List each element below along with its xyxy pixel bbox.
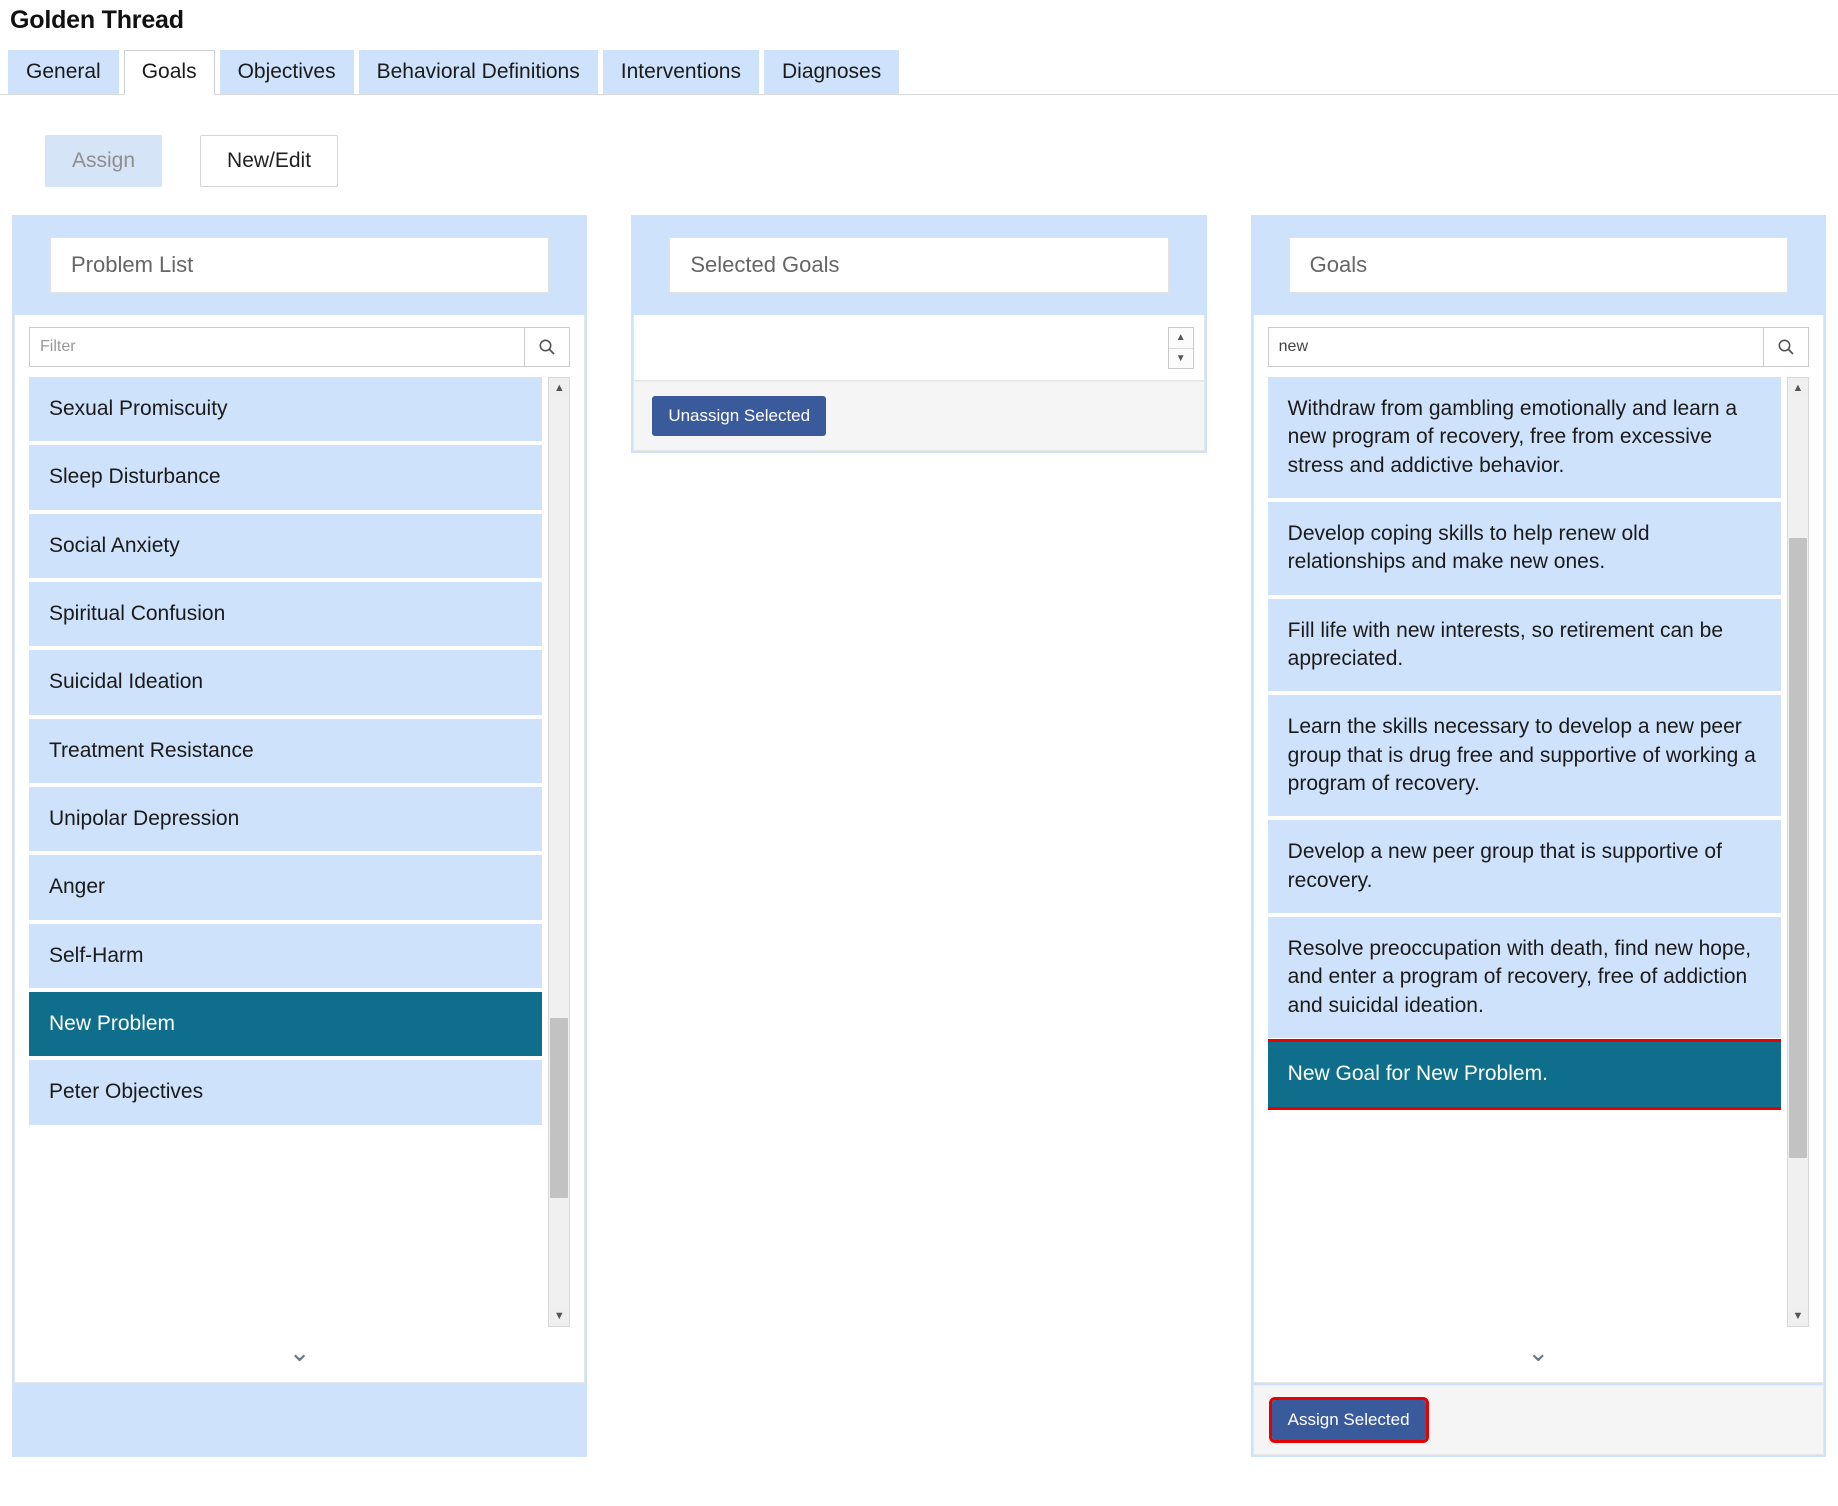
goals-filter-input[interactable]: [1268, 327, 1763, 367]
goals-list[interactable]: [1268, 377, 1781, 1327]
goals-title: Goals: [1289, 237, 1788, 293]
goals-list-item[interactable]: Resolve preoccupation with death, find new hope, and enter a program of recovery, free of addiction and suicidal ideation.: [1268, 917, 1781, 1038]
scroll-up-icon[interactable]: ▲: [1788, 378, 1808, 398]
selected-goals-list[interactable]: [633, 315, 1204, 381]
selected-goals-panel: [631, 215, 1206, 453]
goals-list-item[interactable]: Develop a new peer group that is supportive of recovery.: [1268, 820, 1781, 913]
caret-up-icon[interactable]: ▲: [1169, 328, 1193, 349]
tab-behavioral-definitions[interactable]: Behavioral Definitions: [359, 50, 598, 94]
selected-goals-title: Selected Goals: [669, 237, 1168, 293]
scrollbar-thumb[interactable]: [550, 1018, 568, 1198]
search-icon: [1777, 338, 1795, 356]
problem-list-item[interactable]: Anger: [29, 855, 542, 919]
problem-list-expand-icon[interactable]: ⌄: [288, 1337, 311, 1367]
goals-search-button[interactable]: [1763, 327, 1809, 367]
problem-list-item[interactable]: Self-Harm: [29, 924, 542, 988]
problem-list-item[interactable]: Spiritual Confusion: [29, 582, 542, 646]
selected-goals-footer: [633, 381, 1204, 451]
goals-panel: [1251, 215, 1826, 1457]
scroll-down-icon[interactable]: ▼: [549, 1306, 569, 1326]
unassign-selected-button[interactable]: Unassign Selected: [652, 396, 826, 436]
tab-goals[interactable]: Goals: [124, 50, 215, 95]
caret-down-icon[interactable]: ▼: [1175, 352, 1186, 364]
scrollbar-thumb[interactable]: [1789, 538, 1807, 1158]
problem-list-panel: [12, 215, 587, 1457]
problem-list-item[interactable]: Social Anxiety: [29, 514, 542, 578]
problem-filter-row: [29, 327, 570, 367]
assign-button[interactable]: Assign: [45, 135, 162, 187]
tab-interventions[interactable]: Interventions: [603, 50, 759, 94]
tab-general[interactable]: General: [8, 50, 119, 94]
problem-list-item[interactable]: Sexual Promiscuity: [29, 377, 542, 441]
goals-list-scroll-area: [1268, 377, 1809, 1327]
selected-goals-header: [631, 215, 1206, 315]
problem-list-title: Problem List: [50, 237, 549, 293]
goals-list-expand-icon[interactable]: ⌄: [1527, 1337, 1550, 1367]
scroll-up-icon[interactable]: ▲: [549, 378, 569, 398]
problem-search-button[interactable]: [524, 327, 570, 367]
assign-selected-button[interactable]: Assign Selected: [1272, 1400, 1426, 1440]
problem-filter-input[interactable]: [29, 327, 524, 367]
tab-objectives[interactable]: Objectives: [220, 50, 354, 94]
tab-diagnoses[interactable]: Diagnoses: [764, 50, 899, 94]
goals-body: [1253, 315, 1824, 1383]
tab-bar: [0, 49, 1838, 95]
problem-list-item[interactable]: Suicidal Ideation: [29, 650, 542, 714]
problem-list-item[interactable]: Unipolar Depression: [29, 787, 542, 851]
selected-goals-spinner[interactable]: [1168, 327, 1194, 369]
problem-list-header: [12, 215, 587, 315]
problem-list-item[interactable]: New Problem: [29, 992, 542, 1056]
problem-list-body: [14, 315, 585, 1383]
problem-list-item[interactable]: Sleep Disturbance: [29, 445, 542, 509]
goals-footer: [1253, 1385, 1824, 1455]
action-row: [0, 135, 1838, 187]
goals-header: [1251, 215, 1826, 315]
new-edit-button[interactable]: New/Edit: [200, 135, 338, 187]
goals-list-item[interactable]: New Goal for New Problem.: [1268, 1042, 1781, 1106]
goals-filter-row: [1268, 327, 1809, 367]
goals-list-scrollbar[interactable]: [1787, 377, 1809, 1327]
scroll-down-icon[interactable]: ▼: [1788, 1306, 1808, 1326]
search-icon: [538, 338, 556, 356]
problem-list-scroll-area: [29, 377, 570, 1327]
problem-list-scrollbar[interactable]: [548, 377, 570, 1327]
goals-list-item[interactable]: Develop coping skills to help renew old relationships and make new ones.: [1268, 502, 1781, 595]
goals-list-item[interactable]: Fill life with new interests, so retirement can be appreciated.: [1268, 599, 1781, 692]
goals-list-item[interactable]: Withdraw from gambling emotionally and learn a new program of recovery, free from excessive stress and addictive behavior.: [1268, 377, 1781, 498]
goals-list-item[interactable]: Learn the skills necessary to develop a new peer group that is drug free and supportive of working a program of recovery.: [1268, 695, 1781, 816]
page-title: Golden Thread: [10, 6, 184, 34]
problem-list[interactable]: [29, 377, 542, 1327]
problem-list-item[interactable]: Treatment Resistance: [29, 719, 542, 783]
problem-list-item[interactable]: Peter Objectives: [29, 1060, 542, 1124]
panels-container: [0, 215, 1838, 1457]
